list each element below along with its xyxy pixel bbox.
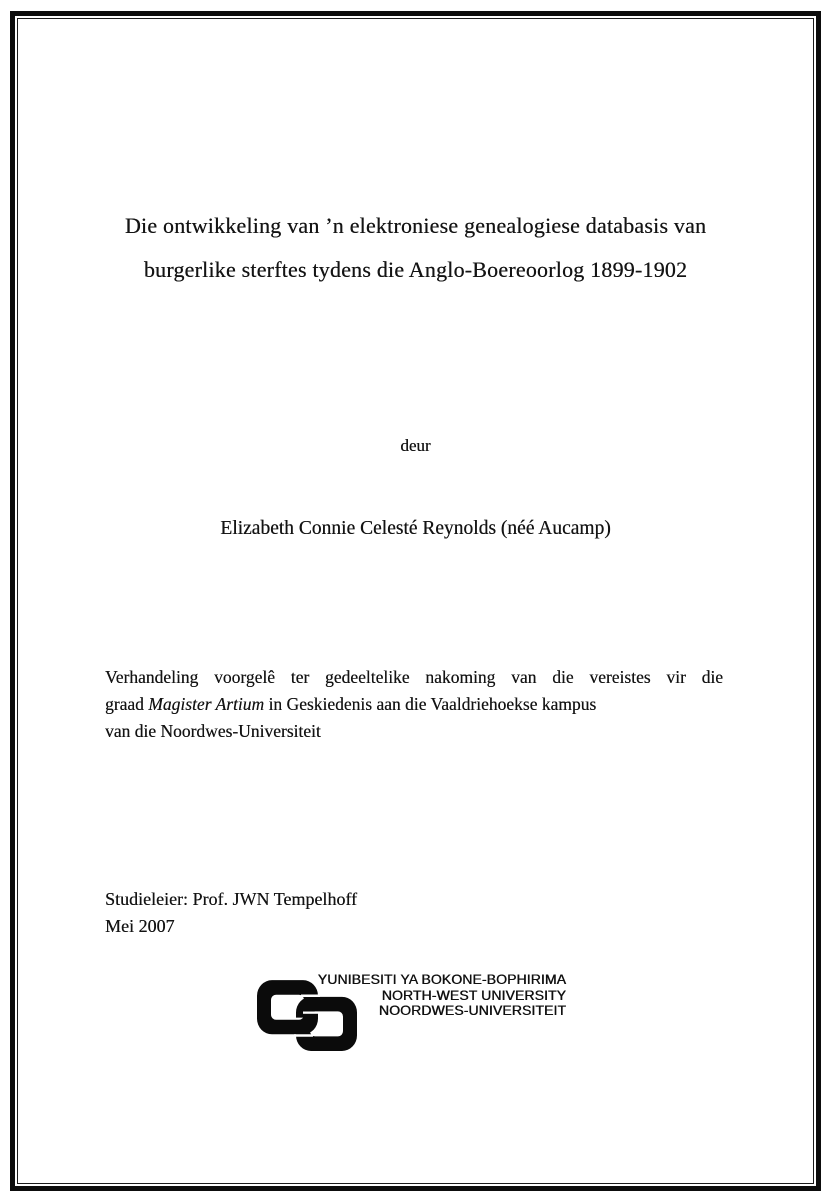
degree-statement-line2-pre: graad [105, 694, 149, 714]
supervisor-block [105, 886, 357, 940]
degree-name-italic: Magister Artium [148, 694, 265, 714]
supervisor-line: Studieleier: Prof. JWN Tempelhoff [105, 889, 358, 909]
degree-statement-line2 [105, 691, 723, 718]
byline-deur: deur [400, 436, 431, 455]
university-name-setswana: YUNIBESITI YA BOKONE-BOPHIRIMA [317, 971, 566, 987]
thesis-title-line1: Die ontwikkeling van ’n elektroniese genealogiese databasis van [124, 213, 707, 238]
university-name-afrikaans: NOORDWES-UNIVERSITEIT [378, 1002, 566, 1018]
author-name: Elizabeth Connie Celesté Reynolds (néé Aucamp) [220, 518, 611, 539]
degree-statement [105, 664, 723, 745]
degree-statement-line2-post: in Geskiedenis aan die Vaaldriehoekse kampus [264, 694, 597, 714]
degree-statement-line1: Verhandeling voorgelê ter gedeeltelike nakoming van die vereistes vir die [105, 667, 723, 687]
university-logo-text [260, 972, 566, 1019]
thesis-title [60, 204, 771, 292]
date-line: Mei 2007 [105, 916, 175, 936]
degree-statement-line3: van die Noordwes-Universiteit [105, 721, 321, 741]
university-name-english: NORTH-WEST UNIVERSITY [381, 986, 566, 1003]
thesis-title-line2: burgerlike sterftes tydens die Anglo-Boereoorlog 1899-1902 [143, 257, 688, 282]
